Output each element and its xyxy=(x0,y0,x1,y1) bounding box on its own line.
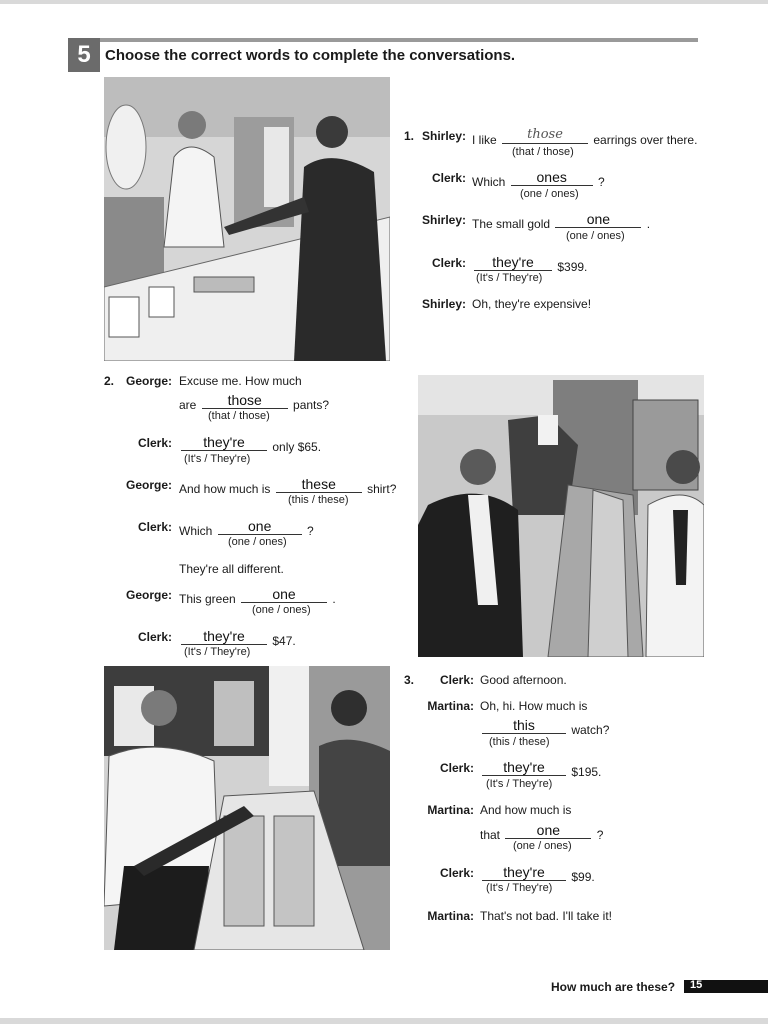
conv1-line2 xyxy=(404,169,714,189)
conv2-line6 xyxy=(179,561,399,577)
line-text: are xyxy=(179,398,197,412)
answer-blank[interactable] xyxy=(241,587,327,603)
answer-options: (It's / They're) xyxy=(184,453,251,465)
speaker-label: George: xyxy=(125,588,172,602)
conv3-line5 xyxy=(404,802,714,818)
answer-blank[interactable] xyxy=(181,629,267,645)
answer-options: (that / those) xyxy=(208,410,270,422)
line-text: . xyxy=(646,217,651,231)
answer-blank[interactable] xyxy=(482,865,566,881)
speaker-label: Martina: xyxy=(427,909,474,923)
speaker-label: George: xyxy=(125,478,172,492)
speaker-label: Clerk: xyxy=(431,256,466,270)
conv2-line8 xyxy=(104,628,404,648)
answer-text: one xyxy=(536,822,561,838)
conv3-line3 xyxy=(480,717,710,737)
line-text: ? xyxy=(596,828,604,842)
answer-options: (one / ones) xyxy=(566,230,625,242)
line-text: Which xyxy=(472,175,506,189)
answer-options: (one / ones) xyxy=(520,188,579,200)
answer-text: this xyxy=(513,717,535,733)
line-text: And how much is xyxy=(179,482,271,496)
answer-text: they're xyxy=(203,628,245,644)
answer-text: one xyxy=(586,211,611,227)
answer-blank[interactable] xyxy=(202,393,288,409)
conv2-line7 xyxy=(104,586,404,606)
answer-options: (one / ones) xyxy=(252,604,311,616)
conv3-line2 xyxy=(404,698,714,714)
line-text: Good afternoon. xyxy=(480,673,567,687)
conv1-line1 xyxy=(404,127,714,147)
footer-unit-title: How much are these? xyxy=(551,980,676,994)
answer-blank[interactable] xyxy=(505,823,591,839)
speaker-label: Martina: xyxy=(427,699,474,713)
line-text: They're all different. xyxy=(179,562,284,576)
answer-blank[interactable] xyxy=(502,128,588,144)
answer-options: (It's / They're) xyxy=(486,778,553,790)
conv3-line6 xyxy=(480,822,710,842)
line-text: ? xyxy=(598,175,605,189)
conv3-line4 xyxy=(404,759,714,779)
speaker-label: Clerk: xyxy=(439,761,474,775)
answer-options: (one / ones) xyxy=(228,536,287,548)
speaker-label: Shirley: xyxy=(421,129,466,143)
speaker-label: Martina: xyxy=(427,803,474,817)
line-text: Which xyxy=(179,524,213,538)
conv1-line4 xyxy=(404,254,714,274)
answer-options: (this / these) xyxy=(288,494,349,506)
answer-text: they're xyxy=(503,864,545,880)
answer-blank[interactable] xyxy=(555,212,641,228)
conv2-line1 xyxy=(104,373,404,389)
exercise-number: 5 xyxy=(68,38,100,72)
answer-text: they're xyxy=(492,254,534,270)
answer-options: (that / those) xyxy=(512,146,574,158)
speaker-label: Clerk: xyxy=(431,171,466,185)
conv2-number: 2. xyxy=(104,374,115,388)
speaker-label: Clerk: xyxy=(137,520,172,534)
line-text: The small gold xyxy=(472,217,551,231)
conv3-line1 xyxy=(404,672,714,688)
line-text: watch? xyxy=(571,723,610,737)
answer-blank[interactable] xyxy=(511,170,593,186)
answer-blank[interactable] xyxy=(482,718,566,734)
line-text: that xyxy=(480,828,501,842)
conv2-line5 xyxy=(104,518,404,538)
line-text: This green xyxy=(179,592,236,606)
line-text: And how much is xyxy=(480,803,572,817)
line-text: $47. xyxy=(272,634,296,648)
answer-blank[interactable] xyxy=(181,435,267,451)
answer-text: they're xyxy=(503,759,545,775)
line-text: Oh, they're expensive! xyxy=(472,297,592,311)
conv2-line3 xyxy=(104,434,404,454)
answer-text: those xyxy=(527,127,563,142)
speaker-label: Clerk: xyxy=(439,673,474,687)
answer-text: ones xyxy=(536,169,567,185)
line-text: only $65. xyxy=(272,440,322,454)
conv1-number: 1. xyxy=(404,129,415,143)
header-rule xyxy=(100,38,698,42)
speaker-label: Shirley: xyxy=(421,213,466,227)
line-text: That's not bad. I'll take it! xyxy=(480,909,612,923)
conv3-line7 xyxy=(404,864,714,884)
answer-text: these xyxy=(301,476,336,492)
answer-blank[interactable] xyxy=(276,477,362,493)
answer-text: one xyxy=(272,586,296,602)
exercise-instructions: Choose the correct words to complete the conversations. xyxy=(105,47,516,64)
speaker-label: Clerk: xyxy=(439,866,474,880)
answer-options: (It's / They're) xyxy=(476,272,543,284)
answer-blank[interactable] xyxy=(218,519,302,535)
line-text: ? xyxy=(307,524,314,538)
answer-blank[interactable] xyxy=(482,760,566,776)
speaker-label: Clerk: xyxy=(137,630,172,644)
answer-options: (one / ones) xyxy=(513,840,572,852)
conv3-line8 xyxy=(404,908,714,924)
line-text: $399. xyxy=(557,260,588,274)
jewelry-store-illustration xyxy=(104,77,390,361)
line-text: Excuse me. How much xyxy=(179,374,302,388)
answer-text: those xyxy=(227,392,262,408)
speaker-label: Shirley: xyxy=(421,297,466,311)
conv2-line4 xyxy=(104,476,414,496)
line-text: earrings over there. xyxy=(593,133,698,147)
speaker-label: George: xyxy=(125,374,172,388)
line-text: $195. xyxy=(571,765,602,779)
answer-options: (It's / They're) xyxy=(486,882,553,894)
line-text: Oh, hi. How much is xyxy=(480,699,588,713)
answer-options: (this / these) xyxy=(489,736,550,748)
answer-text: one xyxy=(248,518,272,534)
answer-blank[interactable] xyxy=(474,255,552,271)
watch-counter-illustration xyxy=(104,666,390,950)
line-text: I like xyxy=(472,133,497,147)
conv3-number: 3. xyxy=(404,673,415,687)
line-text: shirt? xyxy=(367,482,397,496)
answer-options: (It's / They're) xyxy=(184,646,251,658)
line-text: . xyxy=(332,592,336,606)
answer-text: they're xyxy=(203,434,245,450)
conv1-line3 xyxy=(404,211,714,231)
speaker-label: Clerk: xyxy=(137,436,172,450)
line-text: $99. xyxy=(571,870,595,884)
conv2-line2 xyxy=(179,392,399,412)
page-number: 15 xyxy=(690,979,703,991)
line-text: pants? xyxy=(293,398,330,412)
conv1-line5 xyxy=(404,296,714,312)
clothing-store-illustration xyxy=(418,375,704,657)
workbook-page xyxy=(0,4,768,1018)
